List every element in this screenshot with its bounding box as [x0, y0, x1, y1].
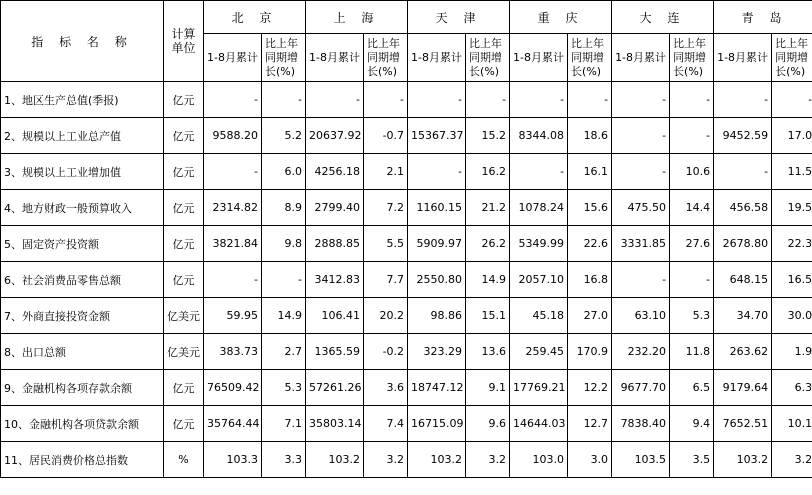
cumulative-value-cell: 9179.64	[714, 370, 772, 406]
cumulative-value-cell: 45.18	[510, 298, 568, 334]
growth-value-cell: 6.3	[772, 370, 812, 406]
growth-value-cell: 15.1	[466, 298, 510, 334]
indicator-name-cell: 1、地区生产总值(季报)	[1, 82, 164, 118]
indicator-name-cell: 11、居民消费价格总指数	[1, 442, 164, 478]
growth-value-cell: 5.3	[262, 370, 306, 406]
city-header-dalian: 大 连	[612, 1, 714, 34]
cumulative-value-cell: -	[612, 262, 670, 298]
growth-value-cell: 16.2	[466, 154, 510, 190]
growth-value-cell: 7.2	[364, 190, 408, 226]
table-row	[1, 82, 812, 118]
city-header-qingdao: 青 岛	[714, 1, 812, 34]
cumulative-value-cell: -	[612, 154, 670, 190]
cumulative-value-cell: 9677.70	[612, 370, 670, 406]
cumulative-value-cell: 20637.92	[306, 118, 364, 154]
subheader-cumulative: 1-8月累计	[306, 34, 364, 82]
cumulative-value-cell: 103.5	[612, 442, 670, 478]
unit-cell: 亿美元	[164, 298, 204, 334]
cumulative-value-cell: 2314.82	[204, 190, 262, 226]
cumulative-value-cell: 59.95	[204, 298, 262, 334]
table-row	[1, 298, 812, 334]
cumulative-value-cell: 57261.26	[306, 370, 364, 406]
table-row	[1, 226, 812, 262]
growth-value-cell: 7.4	[364, 406, 408, 442]
indicator-name-cell: 5、固定资产投资额	[1, 226, 164, 262]
growth-value-cell: 9.8	[262, 226, 306, 262]
growth-value-cell: 10.1	[772, 406, 812, 442]
header-row-cities	[1, 1, 812, 34]
growth-value-cell: -	[772, 82, 812, 118]
growth-value-cell: -	[466, 82, 510, 118]
growth-value-cell: 8.9	[262, 190, 306, 226]
cumulative-value-cell: -	[204, 262, 262, 298]
unit-cell: 亿元	[164, 82, 204, 118]
indicator-name-cell: 9、金融机构各项存款余额	[1, 370, 164, 406]
cumulative-value-cell: -	[408, 82, 466, 118]
cumulative-value-cell: 9588.20	[204, 118, 262, 154]
cumulative-value-cell: -	[204, 82, 262, 118]
cumulative-value-cell: -	[408, 154, 466, 190]
growth-value-cell: 2.1	[364, 154, 408, 190]
cumulative-value-cell: 5909.97	[408, 226, 466, 262]
cumulative-value-cell: 456.58	[714, 190, 772, 226]
cumulative-value-cell: 2550.80	[408, 262, 466, 298]
growth-value-cell: 1.9	[772, 334, 812, 370]
cumulative-value-cell: 63.10	[612, 298, 670, 334]
growth-value-cell: 22.3	[772, 226, 812, 262]
growth-value-cell: 27.6	[670, 226, 714, 262]
growth-value-cell: -	[262, 262, 306, 298]
growth-value-cell: 27.0	[568, 298, 612, 334]
growth-value-cell: -	[568, 82, 612, 118]
subheader-cumulative: 1-8月累计	[510, 34, 568, 82]
city-header-chongqing: 重 庆	[510, 1, 612, 34]
growth-value-cell: -0.7	[364, 118, 408, 154]
cumulative-value-cell: 8344.08	[510, 118, 568, 154]
cumulative-value-cell: 3331.85	[612, 226, 670, 262]
growth-value-cell: 9.6	[466, 406, 510, 442]
growth-value-cell: 15.2	[466, 118, 510, 154]
cumulative-value-cell: 103.2	[714, 442, 772, 478]
growth-value-cell: 9.1	[466, 370, 510, 406]
cumulative-value-cell: -	[306, 82, 364, 118]
growth-value-cell: 10.6	[670, 154, 714, 190]
cumulative-value-cell: 103.2	[306, 442, 364, 478]
growth-value-cell: 14.4	[670, 190, 714, 226]
growth-value-cell: 19.5	[772, 190, 812, 226]
growth-value-cell: 12.2	[568, 370, 612, 406]
growth-value-cell: 3.0	[568, 442, 612, 478]
growth-value-cell: 22.6	[568, 226, 612, 262]
growth-value-cell: 3.2	[772, 442, 812, 478]
unit-cell: 亿元	[164, 226, 204, 262]
cumulative-value-cell: 103.0	[510, 442, 568, 478]
table-row	[1, 370, 812, 406]
growth-value-cell: 7.1	[262, 406, 306, 442]
cumulative-value-cell: 34.70	[714, 298, 772, 334]
subheader-cumulative: 1-8月累计	[714, 34, 772, 82]
cumulative-value-cell: 263.62	[714, 334, 772, 370]
unit-cell: 亿元	[164, 406, 204, 442]
growth-value-cell: 13.6	[466, 334, 510, 370]
indicator-name-cell: 8、出口总额	[1, 334, 164, 370]
growth-value-cell: 11.8	[670, 334, 714, 370]
growth-value-cell: 30.0	[772, 298, 812, 334]
growth-value-cell: 16.8	[568, 262, 612, 298]
cumulative-value-cell: -	[510, 154, 568, 190]
unit-cell: 亿美元	[164, 334, 204, 370]
table-row	[1, 154, 812, 190]
cumulative-value-cell: -	[714, 154, 772, 190]
cumulative-value-cell: 17769.21	[510, 370, 568, 406]
growth-value-cell: 18.6	[568, 118, 612, 154]
cumulative-value-cell: 2678.80	[714, 226, 772, 262]
growth-value-cell: -0.2	[364, 334, 408, 370]
growth-value-cell: 21.2	[466, 190, 510, 226]
city-header-tianjin: 天 津	[408, 1, 510, 34]
table-header	[1, 1, 812, 82]
subheader-growth: 比上年同期增长(%)	[772, 34, 812, 82]
growth-value-cell: 16.1	[568, 154, 612, 190]
unit-cell: 亿元	[164, 118, 204, 154]
cumulative-value-cell: -	[612, 82, 670, 118]
growth-value-cell: 14.9	[466, 262, 510, 298]
growth-value-cell: 5.5	[364, 226, 408, 262]
cumulative-value-cell: 323.29	[408, 334, 466, 370]
indicator-name-cell: 7、外商直接投资金额	[1, 298, 164, 334]
subheader-growth: 比上年同期增长(%)	[466, 34, 510, 82]
subheader-cumulative: 1-8月累计	[204, 34, 262, 82]
cumulative-value-cell: 259.45	[510, 334, 568, 370]
cumulative-value-cell: 5349.99	[510, 226, 568, 262]
cumulative-value-cell: 7652.51	[714, 406, 772, 442]
table-row	[1, 190, 812, 226]
cumulative-value-cell: 103.2	[408, 442, 466, 478]
cumulative-value-cell: 1078.24	[510, 190, 568, 226]
growth-value-cell: -	[262, 82, 306, 118]
growth-value-cell: 17.0	[772, 118, 812, 154]
cumulative-value-cell: 232.20	[612, 334, 670, 370]
cumulative-value-cell: -	[612, 118, 670, 154]
city-header-shanghai: 上 海	[306, 1, 408, 34]
cumulative-value-cell: 383.73	[204, 334, 262, 370]
growth-value-cell: 9.4	[670, 406, 714, 442]
indicator-name-cell: 10、金融机构各项贷款余额	[1, 406, 164, 442]
growth-value-cell: 3.6	[364, 370, 408, 406]
cumulative-value-cell: 98.86	[408, 298, 466, 334]
growth-value-cell: 14.9	[262, 298, 306, 334]
cumulative-value-cell: 35803.14	[306, 406, 364, 442]
growth-value-cell: -	[670, 262, 714, 298]
cumulative-value-cell: 35764.44	[204, 406, 262, 442]
unit-header: 计算单位	[164, 1, 204, 82]
growth-value-cell: -	[670, 118, 714, 154]
cumulative-value-cell: 14644.03	[510, 406, 568, 442]
subheader-cumulative: 1-8月累计	[612, 34, 670, 82]
cumulative-value-cell: 648.15	[714, 262, 772, 298]
cumulative-value-cell: 106.41	[306, 298, 364, 334]
growth-value-cell: 3.2	[364, 442, 408, 478]
cumulative-value-cell: 2057.10	[510, 262, 568, 298]
subheader-cumulative: 1-8月累计	[408, 34, 466, 82]
cumulative-value-cell: -	[204, 154, 262, 190]
cumulative-value-cell: -	[714, 82, 772, 118]
growth-value-cell: 2.7	[262, 334, 306, 370]
subheader-growth: 比上年同期增长(%)	[364, 34, 408, 82]
cumulative-value-cell: 18747.12	[408, 370, 466, 406]
indicator-name-cell: 3、规模以上工业增加值	[1, 154, 164, 190]
growth-value-cell: 12.7	[568, 406, 612, 442]
table-row	[1, 262, 812, 298]
growth-value-cell: 7.7	[364, 262, 408, 298]
cumulative-value-cell: 15367.37	[408, 118, 466, 154]
subheader-growth: 比上年同期增长(%)	[262, 34, 306, 82]
cumulative-value-cell: 4256.18	[306, 154, 364, 190]
unit-cell: 亿元	[164, 154, 204, 190]
cumulative-value-cell: -	[510, 82, 568, 118]
growth-value-cell: 3.2	[466, 442, 510, 478]
growth-value-cell: 170.9	[568, 334, 612, 370]
unit-cell: 亿元	[164, 190, 204, 226]
growth-value-cell: 15.6	[568, 190, 612, 226]
cumulative-value-cell: 16715.09	[408, 406, 466, 442]
table-body	[1, 82, 812, 478]
growth-value-cell: 16.5	[772, 262, 812, 298]
table-row	[1, 442, 812, 478]
unit-cell: 亿元	[164, 262, 204, 298]
cumulative-value-cell: 2888.85	[306, 226, 364, 262]
indicator-name-cell: 6、社会消费品零售总额	[1, 262, 164, 298]
cumulative-value-cell: 1365.59	[306, 334, 364, 370]
subheader-growth: 比上年同期增长(%)	[568, 34, 612, 82]
growth-value-cell: 6.0	[262, 154, 306, 190]
cumulative-value-cell: 2799.40	[306, 190, 364, 226]
cumulative-value-cell: 7838.40	[612, 406, 670, 442]
cumulative-value-cell: 3412.83	[306, 262, 364, 298]
cumulative-value-cell: 76509.42	[204, 370, 262, 406]
growth-value-cell: -	[364, 82, 408, 118]
table-row	[1, 118, 812, 154]
growth-value-cell: 20.2	[364, 298, 408, 334]
cumulative-value-cell: 9452.59	[714, 118, 772, 154]
indicator-name-header: 指 标 名 称	[1, 1, 164, 82]
table-row	[1, 334, 812, 370]
subheader-growth: 比上年同期增长(%)	[670, 34, 714, 82]
growth-value-cell: -	[670, 82, 714, 118]
growth-value-cell: 11.5	[772, 154, 812, 190]
cumulative-value-cell: 1160.15	[408, 190, 466, 226]
growth-value-cell: 3.5	[670, 442, 714, 478]
unit-cell: %	[164, 442, 204, 478]
cumulative-value-cell: 475.50	[612, 190, 670, 226]
city-header-beijing: 北 京	[204, 1, 306, 34]
growth-value-cell: 3.3	[262, 442, 306, 478]
growth-value-cell: 5.3	[670, 298, 714, 334]
table-row	[1, 406, 812, 442]
indicator-name-cell: 2、规模以上工业总产值	[1, 118, 164, 154]
growth-value-cell: 5.2	[262, 118, 306, 154]
cumulative-value-cell: 103.3	[204, 442, 262, 478]
growth-value-cell: 6.5	[670, 370, 714, 406]
indicator-name-cell: 4、地方财政一般预算收入	[1, 190, 164, 226]
cumulative-value-cell: 3821.84	[204, 226, 262, 262]
unit-cell: 亿元	[164, 370, 204, 406]
growth-value-cell: 26.2	[466, 226, 510, 262]
